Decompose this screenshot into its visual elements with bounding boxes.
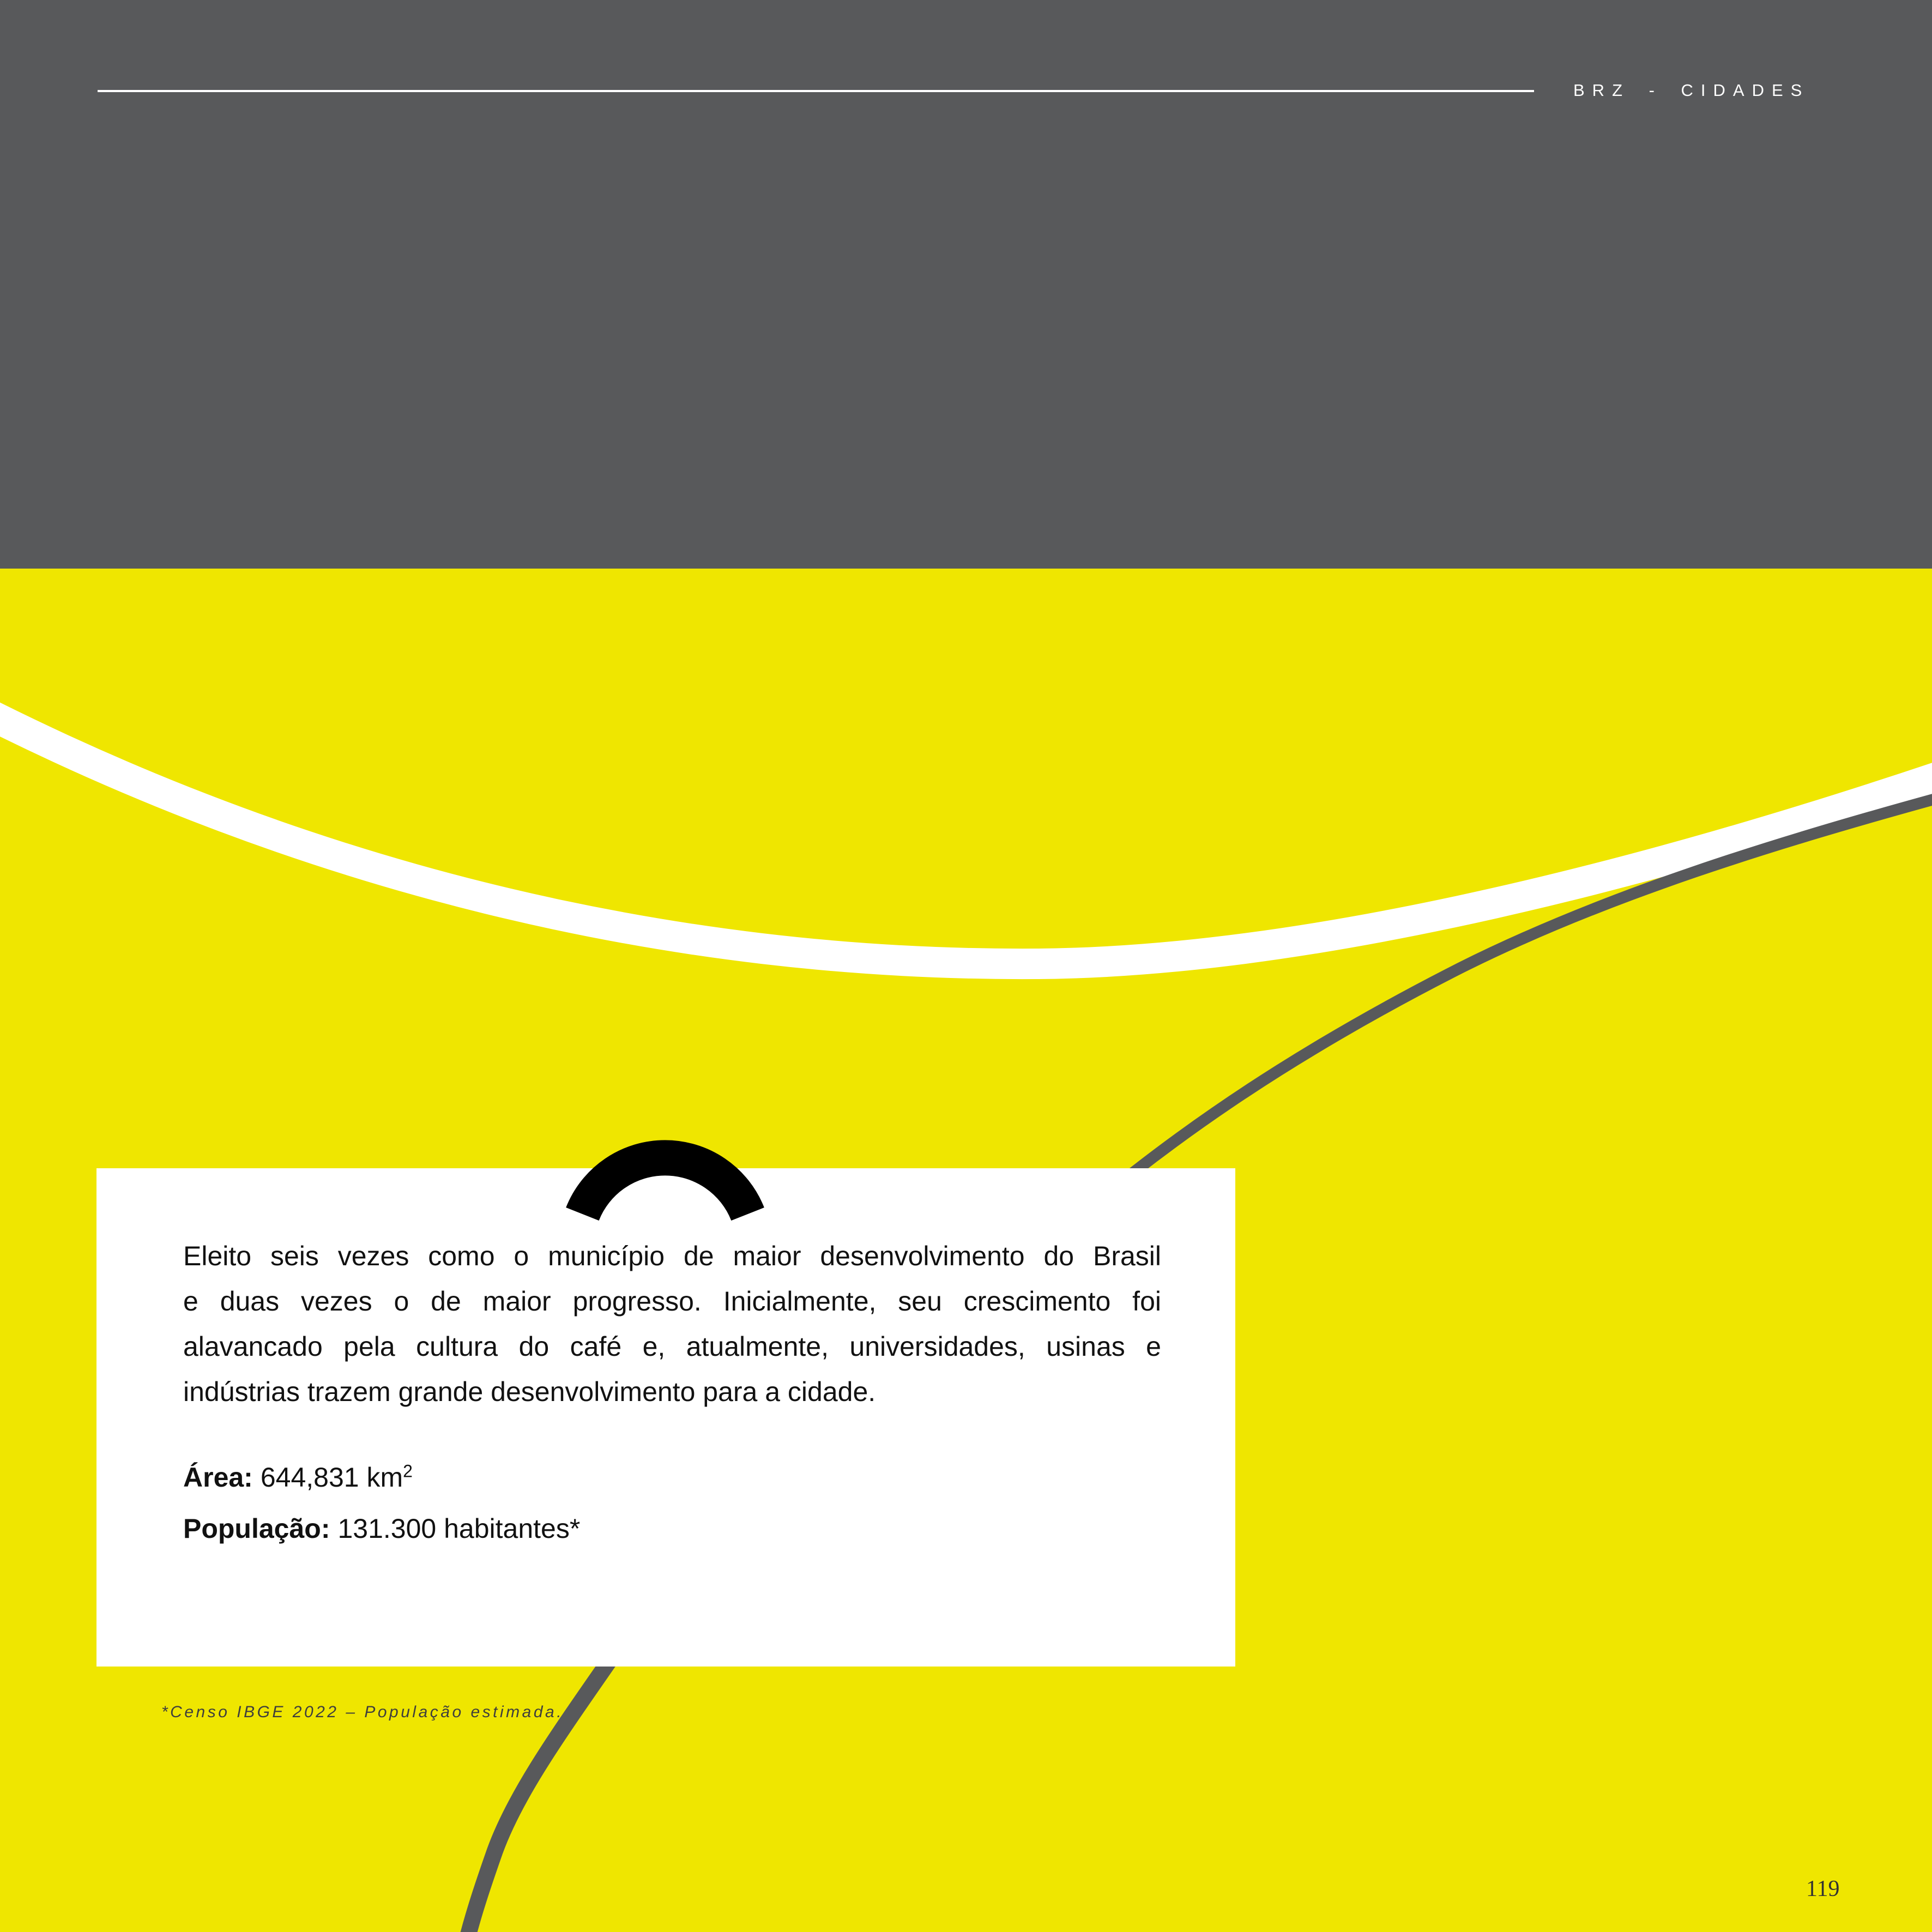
description-paragraph [183, 1234, 1161, 1415]
footnote: *Censo IBGE 2022 – População estimada. [161, 1703, 564, 1721]
paragraph-line: alavancado pela cultura do café e, atualmente, universidades, usinas e [183, 1331, 1161, 1362]
area-superscript: 2 [403, 1461, 413, 1481]
paragraph-line: e duas vezes o de maior progresso. Inicialmente, seu crescimento foi [183, 1286, 1161, 1317]
population-stat [183, 1503, 580, 1554]
area-value: 644,831 km [260, 1462, 403, 1493]
paragraph-line: indústrias trazem grande desenvolvimento para a cidade. [183, 1376, 876, 1407]
header-rule [98, 90, 1534, 92]
page-number: 119 [1806, 1876, 1840, 1901]
stats-block [183, 1452, 580, 1554]
content-card [96, 1168, 1235, 1667]
white-swoosh [0, 714, 1932, 964]
area-stat [183, 1452, 580, 1503]
area-label: Área: [183, 1462, 253, 1493]
header-label: BRZ - CIDADES [1573, 81, 1810, 100]
paragraph-line: Eleito seis vezes como o município de maior desenvolvimento do Brasil [183, 1241, 1161, 1271]
gray-curve-lower [467, 1635, 627, 1932]
population-value: 131.300 habitantes* [337, 1513, 581, 1544]
population-label: População: [183, 1513, 330, 1544]
